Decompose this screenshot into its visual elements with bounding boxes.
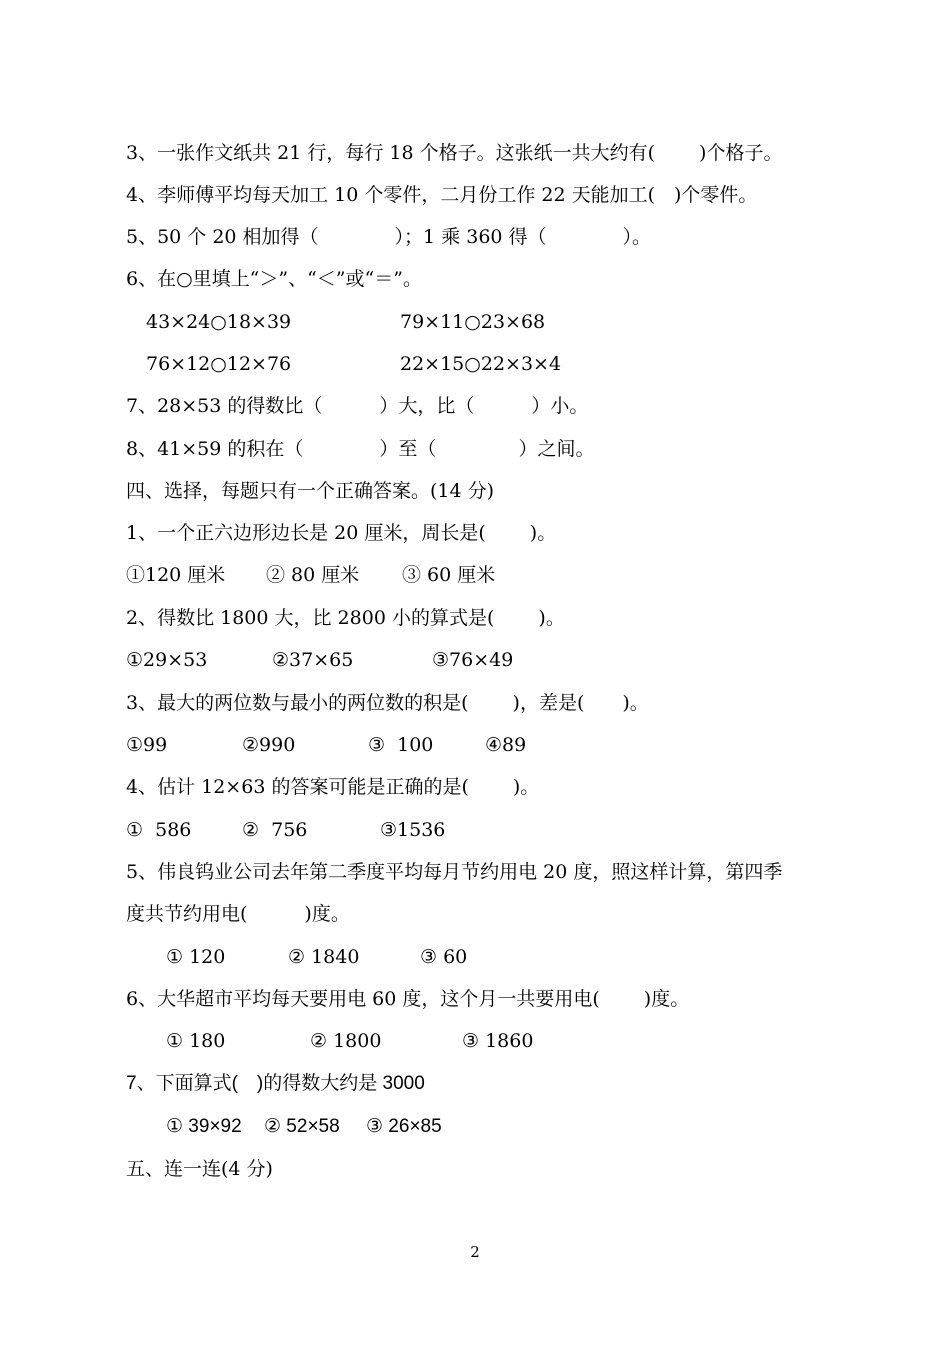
question-3-5: 5、50 个 20 相加得（ ）；1 乘 360 得（ ）。: [126, 226, 652, 248]
page-number: 2: [470, 1243, 480, 1261]
question-4-2: 2、得数比 1800 大，比 2800 小的算式是( )。: [126, 607, 565, 629]
q4-3-option-2: ②990: [242, 734, 296, 756]
q4-2-option-3: ③76×49: [432, 649, 514, 671]
compare-2a: 76×12○12×76: [146, 353, 292, 375]
question-3-3: 3、一张作文纸共 21 行，每行 18 个格子。这张纸一共大约有( )个格子。: [126, 142, 783, 164]
q4-4-option-3: ③1536: [380, 819, 446, 841]
question-3-6: 6、在○里填上“＞”、“＜”或“＝”。: [126, 268, 422, 290]
q4-2-option-1: ①29×53: [126, 649, 208, 671]
question-4-1: 1、一个正六边形边长是 20 厘米，周长是( )。: [126, 522, 557, 544]
q4-6-option-2: ② 1800: [310, 1030, 382, 1052]
q4-1-option-3: ③ 60 厘米: [402, 564, 496, 586]
q4-1-option-2: ② 80 厘米: [266, 564, 360, 586]
question-3-8: 8、41×59 的积在（ ）至（ ）之间。: [126, 438, 595, 460]
compare-1a: 43×24○18×39: [146, 311, 292, 333]
q4-2-option-2: ②37×65: [272, 649, 354, 671]
question-3-4: 4、李师傅平均每天加工 10 个零件，二月份工作 22 天能加工( )个零件。: [126, 184, 758, 206]
section-5-heading: 五、连一连(4 分): [126, 1158, 273, 1180]
compare-1b: 79×11○23×68: [400, 311, 546, 333]
question-4-4: 4、估计 12×63 的答案可能是正确的是( )。: [126, 776, 540, 798]
q4-3-option-4: ④89: [485, 734, 527, 756]
question-3-7: 7、28×53 的得数比（ ）大，比（ ）小。: [126, 395, 589, 417]
compare-2b: 22×15○22×3×4: [400, 353, 562, 375]
question-4-5-line2: 度共节约用电( )度。: [126, 903, 350, 925]
question-4-7: 7、下面算式( )的得数大约是 3000: [126, 1073, 425, 1094]
question-4-3: 3、最大的两位数与最小的两位数的积是( )，差是( )。: [126, 692, 649, 714]
q4-7-option-2: ② 52×58: [264, 1116, 340, 1137]
q4-3-option-3: ③ 100: [368, 734, 434, 756]
q4-1-option-1: ①120 厘米: [126, 564, 226, 586]
q4-4-option-2: ② 756: [242, 819, 308, 841]
q4-5-option-3: ③ 60: [420, 946, 468, 968]
q4-5-option-2: ② 1840: [288, 946, 360, 968]
q4-6-option-3: ③ 1860: [462, 1030, 534, 1052]
q4-5-option-1: ① 120: [166, 946, 226, 968]
q4-7-option-1: ① 39×92: [166, 1116, 242, 1137]
question-4-5-line1: 5、伟良钨业公司去年第二季度平均每月节约用电 20 度，照这样计算，第四季: [126, 861, 783, 883]
q4-3-option-1: ①99: [126, 734, 168, 756]
q4-4-option-1: ① 586: [126, 819, 192, 841]
question-4-6: 6、大华超市平均每天要用电 60 度，这个月一共要用电( )度。: [126, 988, 690, 1010]
section-4-heading: 四、选择，每题只有一个正确答案。(14 分): [126, 480, 495, 502]
q4-6-option-1: ① 180: [166, 1030, 226, 1052]
q4-7-option-3: ③ 26×85: [366, 1116, 442, 1137]
